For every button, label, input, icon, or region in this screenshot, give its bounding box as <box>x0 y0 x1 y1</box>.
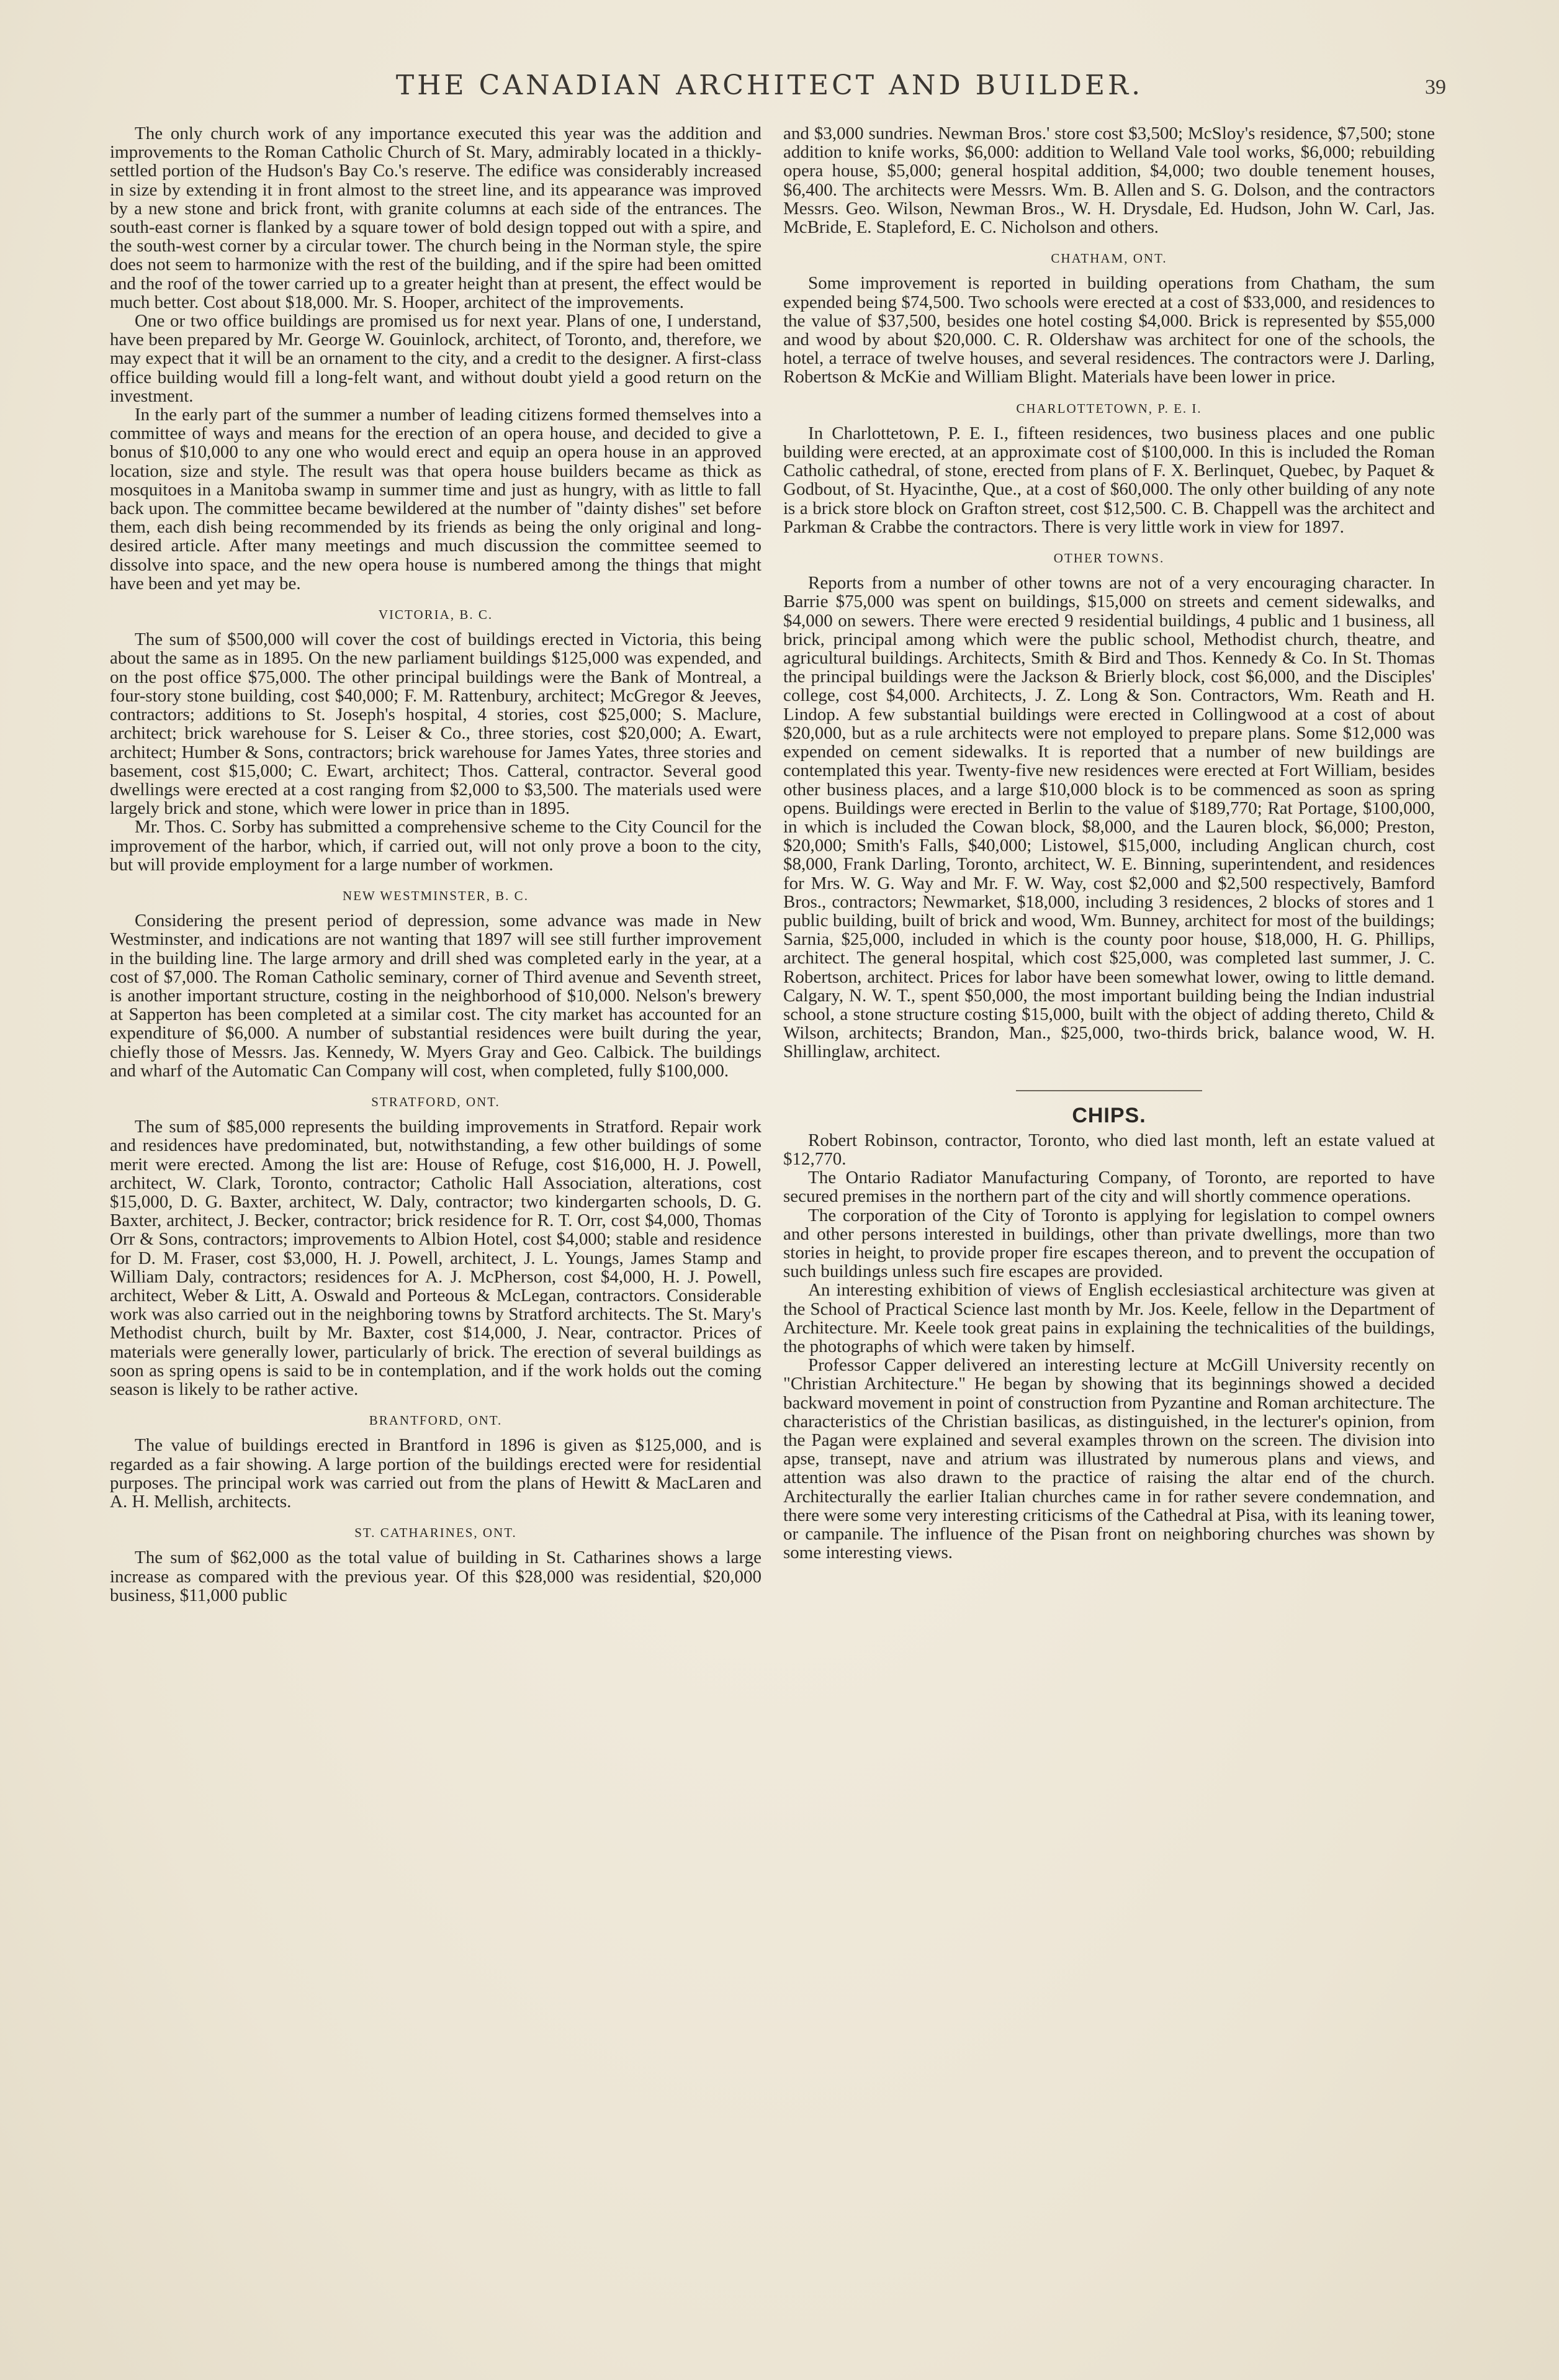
paragraph: The Ontario Radiator Manufacturing Company, of Toronto, are reported to have secured premises in the northern part of the city and will shortly commence operations. <box>783 1168 1435 1207</box>
left-column <box>110 124 762 1605</box>
paragraph: Mr. Thos. C. Sorby has submitted a comprehensive scheme to the City Council for the improvement of the harbor, which, if carried out, will not only prove a boon to the city, but will provide employment for a large number of workmen. <box>110 817 762 875</box>
paragraph: Professor Capper delivered an interesting lecture at McGill University recently on "Christian Architecture." He began by showing that its beginnings showed a decided backward movement in point of construction from Pyzantine and Roman architecture. The characteristics of the Christian basilicas, as distinguished, in the lecturer's opinion, from the Pagan were explained and several examples thrown on the screen. The division into apse, transept, nave and atrium was illustrated by numerous plans and views, and attention was also drawn to the practice of raising the altar end of the church. Architecturally the earlier Italian churches came in for rather severe condemnation, and there were some very interesting criticisms of the Cathedral at Pisa, with its leaning tower, or campanile. The influence of the Pisan front on neighboring churches was shown by some interesting views. <box>783 1355 1435 1563</box>
paragraph: The only church work of any importance executed this year was the addition and improvements to the Roman Catholic Church of St. Mary, admirably located in a thickly-settled portion of the Hudson's Bay Co.'s reserve. The edifice was considerably increased in size by extending it in front almost to the street line, and its appearance was improved by a new stone and brick front, with granite columns at each side of the entrances. The south-east corner is flanked by a square tower of bold design topped out with a spire, and the south-west corner by a circular tower. The church being in the Norman style, the spire does not seem to harmonize with the rest of the building, and if the spire had been omitted and the roof of the tower carried up to a greater height than at present, the effect would be much better. Cost about $18,000. Mr. S. Hooper, architect of the improvements. <box>110 124 762 312</box>
right-column <box>783 124 1435 1562</box>
paragraph: Considering the present period of depression, some advance was made in New Westminster, and indications are not wanting that 1897 will see still further improvement in the building line. The large armory and drill shed was completed early in the year, at a cost of $7,000. The Roman Catholic seminary, corner of Third avenue and Seventh street, is another important structure, costing in the neighborhood of $10,000. Nelson's brewery at Sapperton has been completed at a similar cost. The city market has accounted for an expenditure of $6,000. A number of substantial residences were built during the year, chiefly those of Messrs. Jas. Kennedy, W. Myers Gray and Geo. Calbick. The buildings and wharf of the Automatic Can Company will cost, when completed, fully $100,000. <box>110 911 762 1081</box>
paragraph: Some improvement is reported in building operations from Chatham, the sum expended being $74,500. Two schools were erected at a cost of $33,000, and residences to the value of $37,500, besides one hotel costing $4,000. Brick is represented by $55,000 and wood by about $20,000. C. R. Oldershaw was architect for one of the schools, the hotel, a terrace of twelve houses, and several residences. The contractors were J. Darling, Robertson & McKie and William Blight. Materials have been lower in price. <box>783 273 1435 387</box>
paragraph: One or two office buildings are promised us for next year. Plans of one, I understand, have been prepared by Mr. George W. Gouinlock, architect, of Toronto, and, therefore, we may expect that it will be an ornament to the city, and a credit to the designer. A first-class office building would fill a long-felt want, and without doubt yield a good return on the investment. <box>110 311 762 406</box>
paragraph: Reports from a number of other towns are not of a very encouraging character. In Barrie $75,000 was spent on buildings, $15,000 on streets and cement sidewalks, and $4,000 on sewers. There were erected 9 residential buildings, 4 public and 1 business, all brick, principal among which were the public school, Methodist church, theatre, and agricultural buildings. Architects, Smith & Bird and Thos. Kennedy & Co. In St. Thomas the principal buildings were the Jackson & Brierly block, cost $6,000, and the Disciples' college, cost $4,000. Architects, J. Z. Long & Son. Contractors, Wm. Reath and H. Lindop. A few substantial buildings were erected in Collingwood at a cost of about $20,000, but as a rule architects were not employed to prepare plans. Some $12,000 was expended on cement sidewalks. It is reported that a number of new buildings are contemplated this year. Twenty-five new residences were erected at Fort William, besides other business places, and a large $10,000 block is to be commenced as soon as spring opens. Buildings were erected in Berlin to the value of $189,770; Rat Portage, $100,000, in which is included the Cowan block, $8,000, and the Lauren block, $6,000; Preston, $20,000; Smith's Falls, $40,000; Listowel, $15,000, including Anglican church, cost $8,000, Frank Darling, Toronto, architect, W. E. Binning, superintendent, and residences for Mrs. W. G. Way and Mr. F. W. Way, cost $2,000 and $2,500 respectively, Bamford Bros., contractors; Newmarket, $18,000, including 3 residences, 2 blocks of stores and 1 public building, built of brick and wood, Wm. Bunney, architect for most of the buildings; Sarnia, $25,000, included in which is the county poor house, $18,000, H. G. Phillips, architect. The general hospital, which cost $25,000, was completed last summer, J. C. Robertson, architect. Prices for labor have been somewhat lower, owing to little demand. Calgary, N. W. T., spent $50,000, the most important building being the Indian industrial school, a stone structure costing $15,000, built with the object of adding thereto, Child & Wilson, architects; Brandon, Man., $25,000, two-thirds brick, balance wood, W. H. Shillinglaw, architect. <box>783 573 1435 1062</box>
paragraph: and $3,000 sundries. Newman Bros.' store cost $3,500; McSloy's residence, $7,500; stone addition to knife works, $6,000: addition to Welland Vale tool works, $6,000; rebuilding opera house, $5,000; general hospital addition, $4,000; two double tenement houses, $6,400. The architects were Messrs. Wm. B. Allen and S. G. Dolson, and the contractors Messrs. Geo. Wilson, Newman Bros., W. H. Drysdale, Ed. Hudson, John W. Carl, Jas. McBride, E. Stapleford, E. C. Nicholson and others. <box>783 124 1435 238</box>
paragraph: Robert Robinson, contractor, Toronto, who died last month, left an estate valued at $12,770. <box>783 1130 1435 1169</box>
running-title: THE CANADIAN ARCHITECT AND BUILDER. <box>395 70 1144 101</box>
page-header <box>93 70 1446 107</box>
section-heading-brantford: BRANTFORD, ONT. <box>369 1413 503 1428</box>
section-heading-new-westminster: NEW WESTMINSTER, B. C. <box>343 888 529 903</box>
section-heading-victoria: VICTORIA, B. C. <box>378 607 493 623</box>
section-divider <box>1016 1090 1202 1091</box>
paragraph: The sum of $62,000 as the total value of building in St. Catharines shows a large increase as compared with the previous year. Of this $28,000 was residential, $20,000 business, $11,000 public <box>110 1548 762 1605</box>
paragraph: The sum of $85,000 represents the building improvements in Stratford. Repair work and residences have predominated, but, notwithstanding, a few other buildings of some merit were erected. Among the list are: House of Refuge, cost $16,000, H. J. Powell, architect, W. Clark, Toronto, contractor; Catholic Hall Association, alterations, cost $15,000, D. G. Baxter, architect, W. Daly, contractor; two kindergarten schools, D. G. Baxter, architect, J. Becker, contractor; brick residence for R. T. Orr, cost $4,000, Thomas Orr & Sons, contractors; improvements to Albion Hotel, cost $4,000; stable and residence for D. M. Fraser, cost $3,000, H. J. Powell, architect, J. L. Youngs, James Stamp and William Daly, contractors; residences for A. J. McPherson, cost $4,000, H. J. Powell, architect, Weber & Litt, A. Oswald and Porteous & McLegan, contractors. Considerable work was also carried out in the neighboring towns by Stratford architects. The St. Mary's Methodist church, built by Mr. Baxter, cost $14,000, J. Near, contractor. Prices of materials were generally lower, particularly of brick. The erection of several buildings as soon as spring opens is said to be in contemplation, and if the work holds out the coming season is likely to be rather active. <box>110 1117 762 1399</box>
paragraph: The value of buildings erected in Brantford in 1896 is given as $125,000, and is regarded as a fair showing. A large portion of the buildings erected were for residential purposes. The principal work was carried out from the plans of Hewitt & MacLaren and A. H. Mellish, architects. <box>110 1435 762 1512</box>
chips-heading: CHIPS. <box>1072 1103 1146 1127</box>
paragraph: In Charlottetown, P. E. I., fifteen residences, two business places and one public building were erected, at an approximate cost of $100,000. In this is included the Roman Catholic cathedral, of stone, erected from plans of F. X. Berlinquet, Quebec, by Paquet & Godbout, of St. Hyacinthe, Que., at a cost of $60,000. The only other building of any note is a brick store block on Grafton street, cost $12,500. C. B. Chappell was the architect and Parkman & Crabbe the contractors. There is very little work in view for 1897. <box>783 423 1435 537</box>
section-heading-other-towns: OTHER TOWNS. <box>1053 551 1165 566</box>
paragraph: The sum of $500,000 will cover the cost of buildings erected in Victoria, this being about the same as in 1895. On the new parliament buildings $125,000 was expended, and on the post office $75,000. The other principal buildings were the Bank of Montreal, a four-story stone building, cost $40,000; F. M. Rattenbury, architect; McGregor & Jeeves, contractors; additions to St. Joseph's hospital, 4 stories, cost $25,000; S. Maclure, architect; brick warehouse for S. Leiser & Co., three stories, cost $20,000; A. Ewart, architect; Humber & Sons, contractors; brick warehouse for James Yates, three stories and basement, cost $15,000; C. Ewart, architect; Thos. Catteral, contractor. Several good dwellings were erected at a cost ranging from $2,000 to $3,500. The materials used were largely brick and stone, which were lower in price than in 1895. <box>110 629 762 819</box>
section-heading-charlottetown: CHARLOTTETOWN, P. E. I. <box>1016 400 1202 416</box>
section-heading-chatham: CHATHAM, ONT. <box>1051 251 1167 266</box>
section-heading-stratford: STRATFORD, ONT. <box>371 1094 500 1109</box>
paragraph: In the early part of the summer a number of leading citizens formed themselves into a committee of ways and means for the erection of an opera house, and decided to give a bonus of $10,000 to any one who would erect and equip an opera house in an approved location, size and style. The result was that opera house builders became as thick as mosquitoes in a Manitoba swamp in summer time and just as hungry, with as little to fall back upon. The committee became bewildered at the number of "dainty dishes" set before them, each dish being recommended by its friends as being the only original and long-desired article. After many meetings and much discussion the committee seemed to dissolve into space, and the new opera house is numbered among the things that might have been and yet may be. <box>110 405 762 593</box>
page-number: 39 <box>1425 76 1446 99</box>
section-heading-st-catharines: ST. CATHARINES, ONT. <box>354 1525 517 1541</box>
paragraph: An interesting exhibition of views of English ecclesiastical architecture was given at the School of Practical Science last month by Mr. Jos. Keele, fellow in the Department of Architecture. Mr. Keele took great pains in explaining the technicalities of the buildings, the photographs of which were taken by himself. <box>783 1280 1435 1356</box>
paragraph: The corporation of the City of Toronto is applying for legislation to compel owners and other persons interested in buildings, other than private dwellings, more than two stories in height, to provide proper fire escapes thereon, and to prevent the occupation of such buildings unless such fire escapes are provided. <box>783 1205 1435 1282</box>
